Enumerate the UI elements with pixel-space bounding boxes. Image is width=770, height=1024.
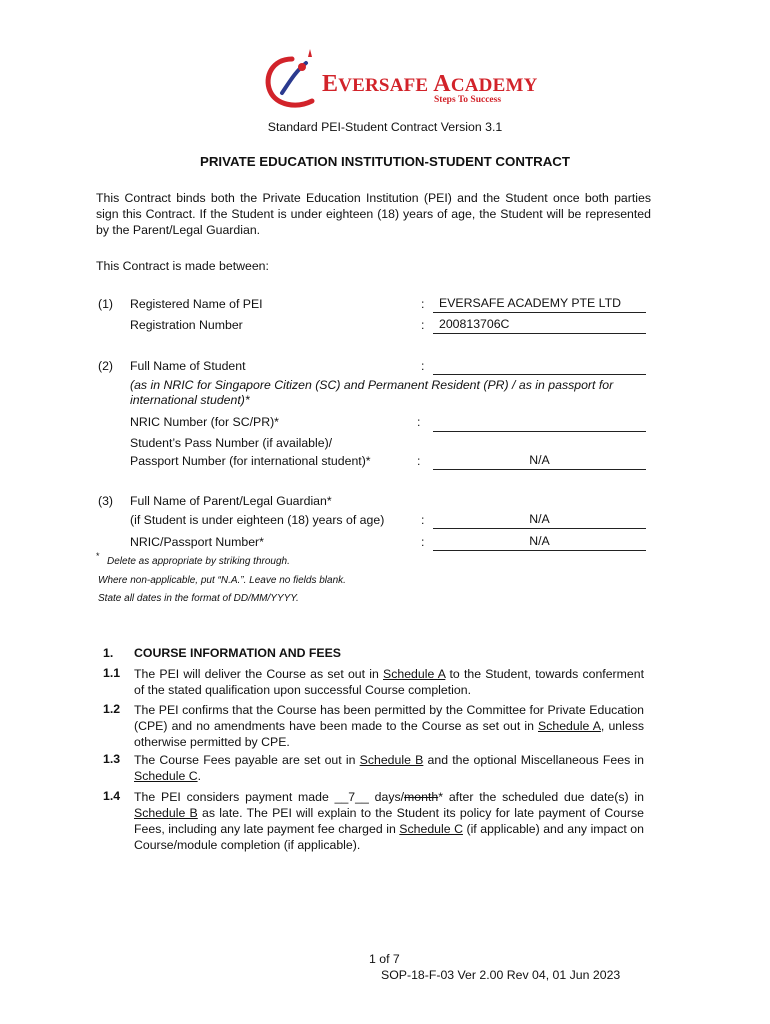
student-name-field[interactable] [433, 357, 646, 375]
logo-name: EVERSAFE ACADEMY [322, 71, 538, 97]
schedule-c-link[interactable]: Schedule C [399, 822, 463, 836]
party-3-number: (3) [98, 494, 114, 508]
passport-field[interactable] [433, 452, 646, 470]
schedule-a-link[interactable]: Schedule A [383, 667, 446, 681]
clause-1-1-number: 1.1 [103, 666, 121, 680]
clause-1-4: The PEI considers payment made __7__ days/month* after the scheduled due date(s) in Schedule B as late. The PEI will explain to the Student its policy for late payment of Course Fees, including any late payment fee charged in Schedule C (if applicable) and any impact on Course/module completion (if applicable). [134, 790, 644, 852]
clause-1-1: The PEI will deliver the Course as set out in Schedule A to the Student, towards conferment of the stated qualification upon successful Course completion. [134, 667, 644, 697]
clause-1-2-number: 1.2 [103, 702, 121, 716]
guardian-nric-value: N/A [529, 534, 550, 548]
colon: : [421, 513, 425, 527]
colon: : [421, 318, 425, 332]
document-reference: SOP-18-F-03 Ver 2.00 Rev 04, 01 Jun 2023 [381, 968, 621, 982]
guardian-name-field[interactable] [433, 511, 646, 529]
clause-1-3: The Course Fees payable are set out in Schedule B and the optional Miscellaneous Fees in Schedule C. [134, 753, 645, 783]
student-name-label: Full Name of Student [130, 359, 246, 373]
colon: : [421, 297, 425, 311]
guardian-name-label-line-2: (if Student is under eighteen (18) years of age) [130, 513, 385, 527]
made-between: This Contract is made between: [96, 259, 269, 273]
pei-name-value: EVERSAFE ACADEMY PTE LTD [439, 296, 621, 310]
late-days-value: __7__ [334, 790, 369, 804]
nric-field[interactable] [433, 414, 646, 432]
guardian-name-value: N/A [529, 512, 550, 526]
nric-label: NRIC Number (for SC/PR)* [130, 415, 279, 429]
schedule-b-link[interactable]: Schedule B [134, 806, 198, 820]
registration-number-field[interactable] [433, 316, 646, 334]
note-star: * [96, 551, 100, 561]
schedule-a-link[interactable]: Schedule A [538, 719, 601, 733]
academy-logo [262, 43, 538, 113]
page-number: 1 of 7 [369, 952, 400, 966]
clause-1-3-number: 1.3 [103, 752, 121, 766]
note-line-2: Where non-applicable, put “N.A.”. Leave no fields blank. [98, 575, 346, 586]
clause-1-4-number: 1.4 [103, 789, 121, 803]
registration-number-label: Registration Number [130, 318, 243, 332]
student-name-note: (as in NRIC for Singapore Citizen (SC) and Permanent Resident (PR) / as in passport for international student)* [130, 378, 614, 407]
pass-label-line-2: Passport Number (for international student)* [130, 454, 371, 468]
note-line-3: State all dates in the format of DD/MM/YYYY. [98, 593, 299, 604]
party-1-number: (1) [98, 297, 114, 311]
intro-paragraph: This Contract binds both the Private Education Institution (PEI) and the Student once both parties sign this Contract. If the Student is under eighteen (18) years of age, the Student will be represented by the Parent/Legal Guardian. [96, 191, 651, 237]
colon: : [417, 454, 421, 468]
section-1-number: 1. [103, 646, 114, 660]
colon: : [421, 535, 425, 549]
colon: : [417, 415, 421, 429]
pei-name-label: Registered Name of PEI [130, 297, 263, 311]
schedule-c-link[interactable]: Schedule C [134, 769, 198, 783]
contract-version: Standard PEI-Student Contract Version 3.1 [267, 120, 503, 134]
clause-1-2: The PEI confirms that the Course has been permitted by the Committee for Private Education (CPE) and no amendments have been made to the Course as set out in Schedule A, unless otherwise permitted by CPE. [134, 703, 644, 749]
logo-tagline: Steps To Success [434, 95, 502, 105]
note-line-1: Delete as appropriate by striking through. [107, 556, 290, 567]
pass-label-line-1: Student’s Pass Number (if available)/ [130, 436, 333, 450]
pei-name-field[interactable] [433, 295, 646, 313]
guardian-name-label-line-1: Full Name of Parent/Legal Guardian* [130, 494, 332, 508]
party-2-number: (2) [98, 359, 114, 373]
passport-value: N/A [529, 453, 550, 467]
colon: : [421, 359, 425, 373]
registration-number-value: 200813706C [439, 317, 510, 331]
section-1-title: COURSE INFORMATION AND FEES [134, 646, 341, 660]
document-title: PRIVATE EDUCATION INSTITUTION-STUDENT CONTRACT [199, 154, 571, 169]
guardian-nric-field[interactable] [433, 533, 646, 551]
schedule-b-link[interactable]: Schedule B [359, 753, 424, 767]
struck-month: month [404, 790, 439, 804]
guardian-nric-label: NRIC/Passport Number* [130, 535, 264, 549]
